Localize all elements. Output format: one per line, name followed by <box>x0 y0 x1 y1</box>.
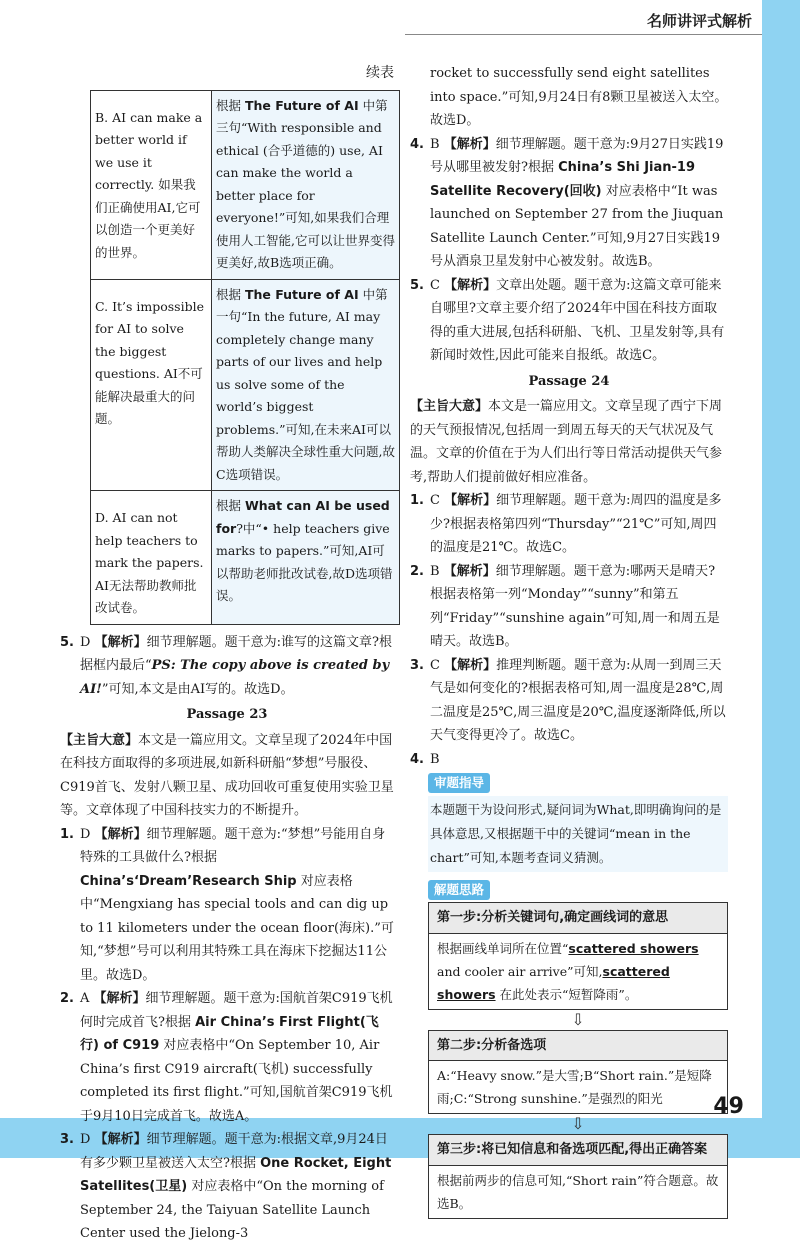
item-keyword: One Rocket, Eight Satellites(卫星) <box>80 1155 392 1194</box>
step-heading: 第二步:分析备选项 <box>429 1031 727 1062</box>
item-tag: 【解析】 <box>94 634 147 650</box>
item-answer: B <box>430 751 440 767</box>
item-keyword: Air China’s First Flight(飞行) of C919 <box>80 1014 379 1053</box>
analysis-cell <box>212 491 400 625</box>
main-idea-text: 本文是一篇应用文。文章呈现了2024年中国在科技方面取得的多项进展,如新科研船“梦想”号服役、C919首飞、发射八颗卫星、成功回收可重复使用实验卫星等。文章体现了中国科技实力的不断提升。 <box>60 732 394 818</box>
passage-title: Passage 24 <box>528 373 610 389</box>
item-number: 4. <box>410 136 424 152</box>
step-body <box>429 934 727 1009</box>
right-column <box>410 62 728 1219</box>
option-cell: B. AI can make a better world if we use it correctly. 如果我们正确使用AI,它可以创造一个更美好的世界。 <box>91 90 212 279</box>
item-answer: C <box>430 657 440 673</box>
header-title: 名师讲评式解析 <box>646 12 752 30</box>
cell-text: 中第三句“With responsible and ethical (合乎道德的) use, AI can make the world a better place for everyone!”可知,如果我们合理使用人工智能,它可以让世界变得更美好,故B选项正确。 <box>216 97 395 270</box>
item-answer: D <box>80 1132 91 1147</box>
item-number: 2. <box>60 991 74 1006</box>
cell-text: 根据 <box>216 97 245 113</box>
passage-title: Passage 23 <box>186 707 268 722</box>
item-text: 细节理解题。题干意为:哪两天是晴天?根据表格第一列“Monday”“sunny”和第五列“Friday”“sunshine again”可知,周一和周五是晴天。故选B。 <box>430 563 720 649</box>
main-idea-text: 本文是一篇应用文。文章呈现了西宁下周的天气预报情况,包括周一到周五每天的天气状况及气温。文章的价值在于为人们出行等日常活动提供天气参考,帮助人们提前做好相应准备。 <box>410 399 723 485</box>
step-body: 根据前两步的信息可知,“Short rain”符合题意。故选B。 <box>437 1172 719 1211</box>
option-table <box>90 90 400 625</box>
item-tag: 【解析】 <box>93 991 146 1006</box>
item-tag: 【解析】 <box>94 1132 147 1147</box>
answer-item <box>410 748 728 772</box>
item-text: 对应表格中“On September 10, Air China’s first C919 aircraft(飞机) successfully completed its first flight.”可知,国航首架C919飞机于9月10日完成首飞。故选A。 <box>80 1038 393 1124</box>
step-text: 在此处表示“短暂降雨”。 <box>495 986 638 1002</box>
option-cell: C. It’s impossible for AI to solve the biggest questions. AI不可能解决最重大的问题。 <box>91 279 212 491</box>
analysis-cell <box>212 90 400 279</box>
down-arrow-icon: ⇩ <box>571 1009 585 1029</box>
item-text: 细节理解题。题干意为:谁写的这篇文章?根据框内最后“ <box>80 634 392 673</box>
page-edge-right <box>762 0 800 1158</box>
item-answer: A <box>80 991 90 1006</box>
ps-quote: PS: The copy above is created by AI! <box>80 658 390 697</box>
item-number: 2. <box>410 563 424 579</box>
answer-item <box>410 654 728 748</box>
main-idea-tag: 【主旨大意】 <box>410 399 489 414</box>
step-text: and cooler air arrive”可知, <box>437 963 603 979</box>
answer-item <box>410 274 728 368</box>
cell-text: 中第一句“In the future, AI may completely change many parts of our lives and help us solve some of the world’s biggest problems.”可知,在未来AI可以帮助人类解决全球性重大问题,故C选项错误。 <box>216 286 395 482</box>
continued-text: rocket to successfully send eight satellites into space.”可知,9月24日有8颗卫星被送入太空。故选D。 <box>430 66 728 128</box>
item-tag: 【解析】 <box>444 277 497 293</box>
item-text: 细节理解题。题干意为:根据文章,9月24日有多少颗卫星被送入太空?根据 <box>80 1132 388 1171</box>
item-answer: C <box>430 493 440 508</box>
item-text: 对应表格中“On the morning of September 24, the Taiyuan Satellite Launch Center used the Jielong-3 <box>80 1179 384 1241</box>
step-body: A:“Heavy snow.”是大雪;B“Short rain.”是短降雨;C:“Strong sunshine.”是强烈的阳光 <box>437 1068 712 1106</box>
guide-text: 本题题干为设问形式,疑问词为What,即明确询问的是具体意思,又根据题干中的关键词“mean in the chart”可知,本题考查词义猜测。 <box>428 796 728 872</box>
down-arrow-icon: ⇩ <box>571 1114 585 1133</box>
step-box <box>428 1030 728 1115</box>
cell-text: 根据 <box>216 286 245 302</box>
cell-text: ?中“• help teachers give marks to papers.”可知,AI可以帮助老师批改试卷,故D选项错误。 <box>216 520 393 603</box>
cell-keyword: What can AI be used for <box>216 498 390 536</box>
item-text: 对应表格中“Mengxiang has special tools and can dig up to 11 kilometers under the ocean floor(海床).”可知,“梦想”号可以利用其特殊工具在海床下挖掘达11公里。故选D。 <box>80 873 394 983</box>
item-tag: 【解析】 <box>444 657 497 673</box>
guide-section <box>428 771 728 1219</box>
step-text: 根据画线单词所在位置“ <box>437 940 569 956</box>
answer-item <box>60 631 394 702</box>
item-answer: B <box>430 563 440 579</box>
answer-item <box>410 133 728 274</box>
cell-keyword: The Future of AI <box>244 97 359 113</box>
item-tag: 【解析】 <box>443 563 496 579</box>
analysis-cell <box>212 279 400 491</box>
item-number: 3. <box>60 1132 74 1147</box>
table-row <box>91 491 400 625</box>
item-text: 细节理解题。题干意为:9月27日实践19号从哪里被发射?根据 <box>430 136 724 175</box>
item-number: 1. <box>410 493 424 508</box>
item-text: 文章出处题。题干意为:这篇文章可能来自哪里?文章主要介绍了2024年中国在科技方面取得的重大进展,包括科研船、飞机、卫星发射等,具有新闻时效性,因此可能来自报纸。故选C。 <box>430 277 725 363</box>
item-answer: D <box>80 826 91 842</box>
answer-item <box>410 560 728 654</box>
table-row <box>91 90 400 279</box>
guide-tag: 审题指导 <box>428 773 490 793</box>
guide-tag: 解题思路 <box>428 880 490 900</box>
cell-keyword: The Future of AI <box>244 286 359 302</box>
item-number: 3. <box>410 657 424 673</box>
answer-item <box>60 1128 394 1246</box>
item-text: ”可知,本文是由AI写的。故选D。 <box>101 681 294 697</box>
underlined-term: scattered showers <box>568 940 699 956</box>
left-column <box>60 62 394 1246</box>
item-tag: 【解析】 <box>94 826 147 842</box>
item-text: 细节理解题。题干意为:国航首架C919飞机何时完成首飞?根据 <box>80 991 393 1030</box>
item-number: 5. <box>410 277 424 293</box>
option-cell: D. AI can not help teachers to mark the papers. AI无法帮助教师批改试卷。 <box>91 491 212 625</box>
page-number: 49 <box>713 1094 744 1119</box>
item-answer: C <box>430 277 440 293</box>
item-text: 对应表格中“It was launched on September 27 from the Jiuquan Satellite Launch Center.”可知,9月27日实践19号从酒泉卫星发射中心被发射。故选B。 <box>430 183 724 269</box>
continued-label: 续表 <box>366 65 394 81</box>
underlined-term: scattered showers <box>437 963 670 1002</box>
item-tag: 【解析】 <box>444 493 497 508</box>
item-text: 细节理解题。题干意为:“梦想”号能用自身特殊的工具做什么?根据 <box>80 826 386 865</box>
header-rule <box>405 34 762 35</box>
item-number: 1. <box>60 826 74 842</box>
item-keyword: China’s Shi Jian-19 Satellite Recovery(回收) <box>430 160 695 199</box>
item-number: 4. <box>410 751 424 767</box>
main-idea <box>410 395 728 489</box>
item-answer: D <box>80 634 91 650</box>
step-heading: 第三步:将已知信息和备选项匹配,得出正确答案 <box>429 1135 727 1166</box>
item-text: 细节理解题。题干意为:周四的温度是多少?根据表格第四列“Thursday”“21℃”可知,周四的温度是21℃。故选C。 <box>430 493 722 555</box>
main-idea <box>60 729 394 823</box>
item-text: 推理判断题。题干意为:从周一到周三天气是如何变化的?根据表格可知,周一温度是28℃,周二温度是25℃,周三温度是20℃,温度逐渐降低,所以天气变得更冷了。故选C。 <box>430 657 726 743</box>
item-tag: 【解析】 <box>443 136 496 152</box>
main-idea-tag: 【主旨大意】 <box>60 732 139 748</box>
table-row <box>91 279 400 491</box>
item-number: 5. <box>60 634 74 650</box>
step-heading: 第一步:分析关键词句,确定画线词的意思 <box>429 903 727 934</box>
item-answer: B <box>430 136 440 152</box>
answer-item <box>410 489 728 560</box>
cell-text: 根据 <box>216 498 245 513</box>
item-keyword: China’s‘Dream’Research Ship <box>80 873 297 889</box>
answer-item <box>60 987 394 1128</box>
answer-item <box>60 823 394 988</box>
step-box <box>428 902 728 1010</box>
step-box <box>428 1134 728 1219</box>
